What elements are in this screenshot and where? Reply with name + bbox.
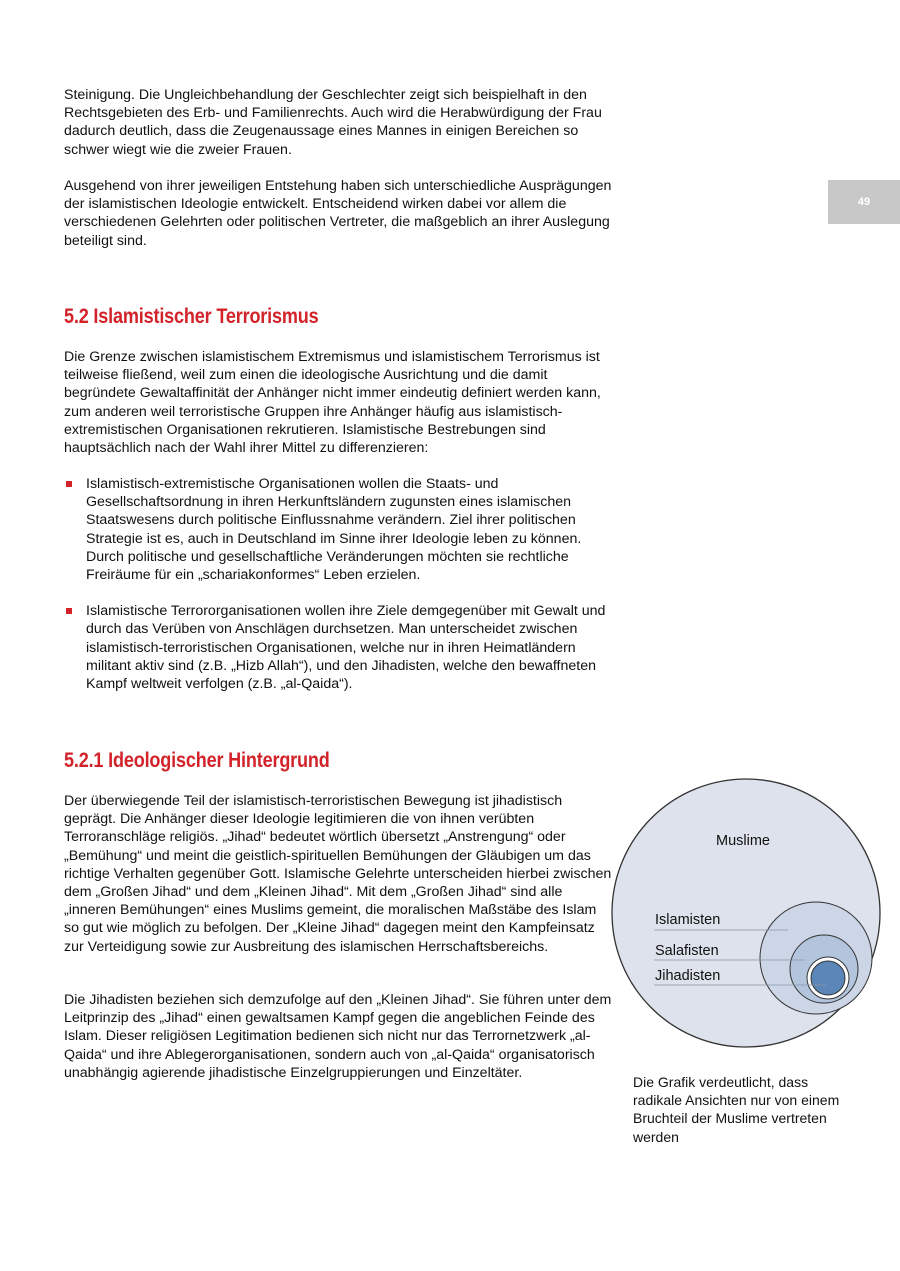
label-jihadisten: Jihadisten [655,968,721,984]
diagram-caption: Die Grafik verdeutlicht, dass radikale Ansichten nur von einem Bruchteil der Muslime vertreten werden [633,1074,840,1145]
jihadisten-circle [811,961,845,995]
bullet-text-extremist-orgs: Islamistisch-extremistische Organisationen wollen die Staats- und Gesellschaftsordnung in ihren Herkunftsländern zugunsten eines islamischen Staatswesens durch politische Einflussnahme verändern. Ziel ihrer politischen Strategie ist es, auch in Deutschland im Sinne ihrer Ideologie leben zu können. Durch politische und gesellschaftliche Veränderungen möchten sie rechtliche Freiräume für ein „schariakonformes“ Leben erzielen. [86,476,582,584]
bullet-text-terror-orgs: Islamistische Terrororganisationen wollen ihre Ziele demgegenüber mit Gewalt und durch das Verüben von Anschlägen durchsetzen. Man unterscheidet zwischen islamistisch-terroristischen Organisationen, welche nur in ihren Heimatländern militant aktiv sind (z.B. „Hizb Allah“), und den Jihadisten, welche den bewaffneten Kampf weltweit verfolgen (z.B. „al-Qaida“). [86,603,606,693]
page-number: 49 [857,196,871,208]
bullet-item-extremist-orgs [64,475,614,584]
nested-circles-diagram [600,770,900,1060]
bullet-item-terror-orgs [64,602,614,693]
section-5-2-1-paragraph-1: Der überwiegende Teil der islamistisch-terroristischen Bewegung ist jihadistisch geprägt. Die Anhänger dieser Ideologie legitimieren die von ihnen verübten Terroranschläge religiös. „Jihad“ bedeutet wörtlich übersetzt „Anstrengung“ oder „Bemühung“ und meint die geistlich-spirituellen Bemühungen der Gläubigen um das richtige Verhalten gegenüber Gott. Islamische Gelehrte unterscheiden hierbei zwischen dem „Großen Jihad“ und dem „Kleinen Jihad“. Mit dem „Großen Jihad“ sind alle „inneren Bemühungen“ eines Muslims gemeint, die moralischen Maßstäbe des Islam so gut wie möglich zu befolgen. Der „Kleine Jihad“ dagegen meint den Kampfeinsatz zur Verteidigung sowie zur Ausbreitung des islamischen Herrschaftsbereichs. [64,793,612,955]
page-number-tab [828,180,900,224]
label-islamisten: Islamisten [655,912,721,928]
section-heading-5-2-1: 5.2.1 Ideologischer Hintergrund [64,749,330,772]
section-heading-5-2: 5.2 Islamistischer Terrorismus [64,305,319,328]
label-muslime: Muslime [716,833,770,849]
section-5-2-paragraph: Die Grenze zwischen islamistischem Extremismus und islamistischem Terrorismus ist teilweise fließend, weil zum einen die ideologische Ausrichtung und die damit begründete Gewaltaffinität der Anhänger nicht immer eindeutig definiert werden kann, zum anderen weil terroristische Gruppen ihre Anhänger häufig aus islamistisch-extremistischen Organisationen rekrutieren. Islamistische Bestrebungen sind hauptsächlich nach der Wahl ihrer Mittel zu differenzieren: [64,349,601,457]
red-square-bullet-icon [66,481,72,487]
intro-paragraph-2: Ausgehend von ihrer jeweiligen Entstehung haben sich unterschiedliche Ausprägungen der islamistischen Ideologie entwickelt. Entscheidend wirken dabei vor allem die verschiedenen Gelehrten oder politischen Vertreter, die maßgeblich an ihrer Auslegung beteiligt sind. [64,178,612,249]
red-square-bullet-icon [66,608,72,614]
section-5-2-bullet-list [64,475,614,693]
intro-paragraph-1: Steinigung. Die Ungleichbehandlung der Geschlechter zeigt sich beispielhaft in den Rechtsgebieten des Erb- und Familienrechts. Auch wird die Herabwürdigung der Frau dadurch deutlich, dass die Zeugenaussage eines Mannes in einigen Bereichen so schwer wiegt wie die zweier Frauen. [64,87,602,158]
label-salafisten: Salafisten [655,943,719,959]
section-5-2-1-paragraph-2: Die Jihadisten beziehen sich demzufolge auf den „Kleinen Jihad“. Sie führen unter dem Leitprinzip des „Jihad“ einen gewaltsamen Kampf gegen die angeblichen Feinde des Islam. Dieser religiösen Legitimation bedienen sich nicht nur das Terrornetzwerk „al-Qaida“ und ihre Ablegerorganisationen, sondern auch von „al-Qaida“ organisatorisch unabhängig agierende jihadistische Einzelgruppierungen und Einzeltäter. [64,992,612,1081]
